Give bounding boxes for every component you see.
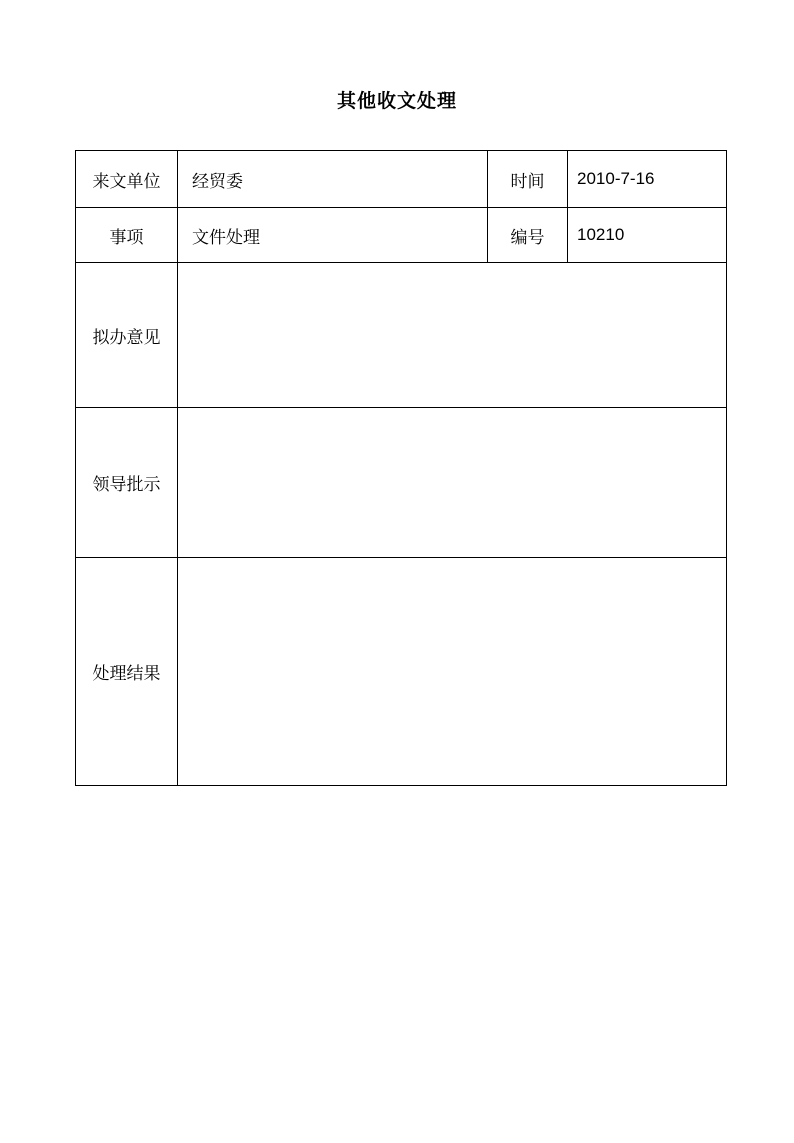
time-value[interactable]: 2010-7-16 (568, 151, 727, 208)
leader-instruction-label: 领导批示 (76, 408, 178, 558)
form-row-result (76, 558, 727, 786)
incoming-document-form (75, 150, 727, 786)
form-row-proposal (76, 263, 727, 408)
document-title: 其他收文处理 (336, 90, 457, 112)
proposal-label: 拟办意见 (76, 263, 178, 408)
form-row-source (76, 151, 727, 208)
matter-label: 事项 (76, 208, 178, 263)
form-row-leader (76, 408, 727, 558)
time-label: 时间 (488, 151, 568, 208)
leader-instruction-field[interactable] (178, 408, 727, 558)
result-label: 处理结果 (76, 558, 178, 786)
form-row-matter (76, 208, 727, 263)
result-field[interactable] (178, 558, 727, 786)
proposal-field[interactable] (178, 263, 727, 408)
number-value[interactable]: 10210 (568, 208, 727, 263)
matter-value[interactable]: 文件处理 (178, 208, 488, 263)
source-unit-label: 来文单位 (76, 151, 178, 208)
number-label: 编号 (488, 208, 568, 263)
source-unit-value[interactable]: 经贸委 (178, 151, 488, 208)
